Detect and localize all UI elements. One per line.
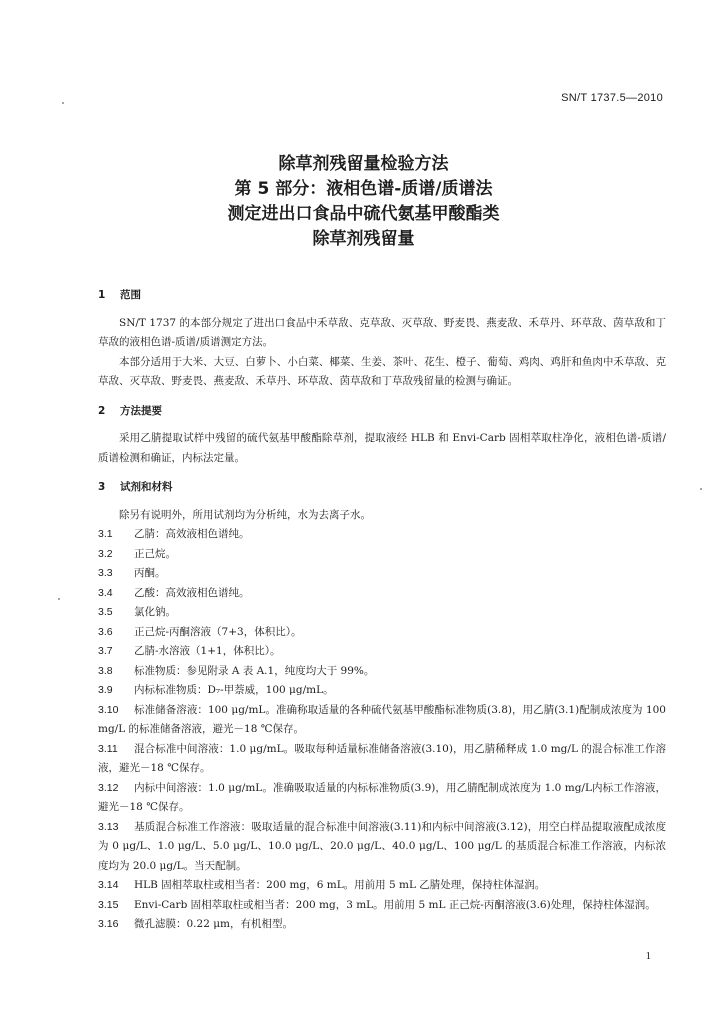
section-title: 方法提要 [120, 404, 162, 417]
section-number: 1 [98, 289, 106, 301]
item-text: 标准储备溶液：100 μg/mL。准确称取适量的各种硫代氨基甲酸酯标准物质(3.8)，用乙腈(3.1)配制成浓度为 100 mg/L 的标准储备溶液，避光－18 ℃保存。 [98, 703, 666, 735]
item-text: 正己烷。 [134, 547, 176, 560]
item-number: 3.13 [98, 820, 119, 833]
item-text: 基质混合标准工作溶液：吸取适量的混合标准中间溶液(3.11)和内标中间溶液(3.12)，用空白样品提取液配成浓度为 0 μg/L、1.0 μg/L、5.0 μg/L、10.0 μg/L、20.0 μg/L、40.0 μg/L、100 μg/L 的基质混合标准工作溶液，内标浓度均为 20.0 μg/L。当天配制。 [98, 820, 666, 872]
item-text: 混合标准中间溶液：1.0 μg/mL。吸取每种适量标准储备溶液(3.10)，用乙腈稀释成 1.0 mg/L 的混合标准工作溶液，避光－18 ℃保存。 [98, 742, 666, 774]
item-number: 3.4 [98, 586, 113, 599]
reagent-item [98, 876, 666, 896]
item-text: 氯化钠。 [134, 606, 176, 618]
reagent-item [98, 779, 666, 818]
item-number: 3.9 [98, 684, 113, 696]
item-number: 3.16 [98, 918, 119, 930]
standard-code: SN/T 1737.5—2010 [561, 92, 663, 104]
item-number: 3.5 [98, 606, 113, 618]
reagent-item [98, 681, 666, 701]
item-text: 微孔滤膜：0.22 μm，有机相型。 [134, 918, 293, 930]
item-text: 内标标准物质：D₇-甲萘威，100 μg/mL。 [134, 684, 334, 696]
section-title: 范围 [120, 289, 141, 301]
method-summary-paragraph: 采用乙腈提取试样中残留的硫代氨基甲酸酯除草剂，提取液经 HLB 和 Envi-Carb 固相萃取柱净化，液相色谱-质谱/质谱检测和确证，内标法定量。 [98, 432, 666, 464]
reagent-item [98, 896, 666, 916]
reagent-item [98, 818, 666, 877]
document-title [0, 152, 727, 252]
reagent-item [98, 525, 666, 545]
item-text: Envi-Carb 固相萃取柱或相当者：200 mg，3 mL。用前用 5 mL 正己烷-丙酮溶液(3.6)处理，保持柱体湿润。 [134, 898, 656, 911]
reagent-item [98, 623, 666, 643]
scan-speck [700, 488, 702, 490]
reagent-item [98, 584, 666, 604]
item-number: 3.7 [98, 645, 113, 657]
title-line-4: 除草剂残留量 [312, 229, 415, 249]
scope-paragraph-2: 本部分适用于大米、大豆、白萝卜、小白菜、椰菜、生姜、茶叶、花生、橙子、葡萄、鸡肉、鸡肝和鱼肉中禾草敌、克草敌、灭草敌、野麦畏、燕麦敌、禾草丹、环草敌、茵草敌和丁草敌残留量的检测与确证。 [98, 355, 666, 387]
item-text: 标准物质：参见附录 A 表 A.1，纯度均大于 99%。 [134, 664, 375, 677]
item-text: HLB 固相萃取柱或相当者：200 mg，6 mL。用前用 5 mL 乙腈处理，保持柱体湿润。 [134, 879, 546, 891]
item-number: 3.2 [98, 547, 113, 560]
scan-speck [58, 598, 60, 600]
reagent-item [98, 740, 666, 779]
section-heading-scope [98, 286, 666, 306]
item-text: 内标中间溶液：1.0 μg/mL。准确吸取适量的内标标准物质(3.9)，用乙腈配制成浓度为 1.0 mg/L内标工作溶液，避光－18 ℃保存。 [98, 781, 666, 813]
reagent-item [98, 915, 666, 935]
item-text: 乙腈-水溶液（1+1，体积比）。 [134, 645, 281, 657]
section-title: 试剂和材料 [120, 481, 173, 493]
document-body [98, 286, 666, 935]
reagent-item [98, 545, 666, 565]
section-heading-method-summary [98, 402, 666, 422]
item-number: 3.8 [98, 664, 113, 677]
title-line-3: 测定进出口食品中硫代氨基甲酸酯类 [227, 204, 500, 224]
reagent-item [98, 564, 666, 584]
title-line-1: 除草剂残留量检验方法 [278, 154, 449, 174]
reagent-item [98, 603, 666, 623]
reagent-item [98, 701, 666, 740]
section-number: 2 [98, 404, 106, 417]
item-text: 乙酸：高效液相色谱纯。 [134, 586, 250, 599]
page-number: 1 [645, 950, 651, 962]
section-number: 3 [98, 481, 106, 493]
item-number: 3.12 [98, 781, 119, 794]
reagent-item [98, 642, 666, 662]
item-number: 3.10 [98, 703, 119, 716]
reagent-item [98, 662, 666, 682]
scope-paragraph-1: SN/T 1737 的本部分规定了进出口食品中禾草敌、克草敌、灭草敌、野麦畏、燕麦敌、禾草丹、环草敌、茵草敌和丁草敌的液相色谱-质谱/质谱测定方法。 [98, 316, 666, 348]
scan-speck [62, 102, 64, 104]
item-number: 3.6 [98, 625, 113, 638]
item-text: 正己烷-丙酮溶液（7+3，体积比）。 [134, 625, 302, 638]
item-number: 3.11 [98, 742, 118, 755]
item-number: 3.1 [98, 528, 113, 540]
title-line-2: 第 5 部分：液相色谱-质谱/质谱法 [234, 179, 493, 199]
item-text: 乙腈：高效液相色谱纯。 [134, 528, 250, 540]
item-text: 丙酮。 [134, 567, 166, 579]
item-number: 3.3 [98, 567, 113, 579]
item-number: 3.14 [98, 879, 119, 891]
section-heading-reagents [98, 478, 666, 498]
reagents-intro: 除另有说明外，所用试剂均为分析纯，水为去离子水。 [119, 508, 371, 521]
item-number: 3.15 [98, 898, 119, 911]
